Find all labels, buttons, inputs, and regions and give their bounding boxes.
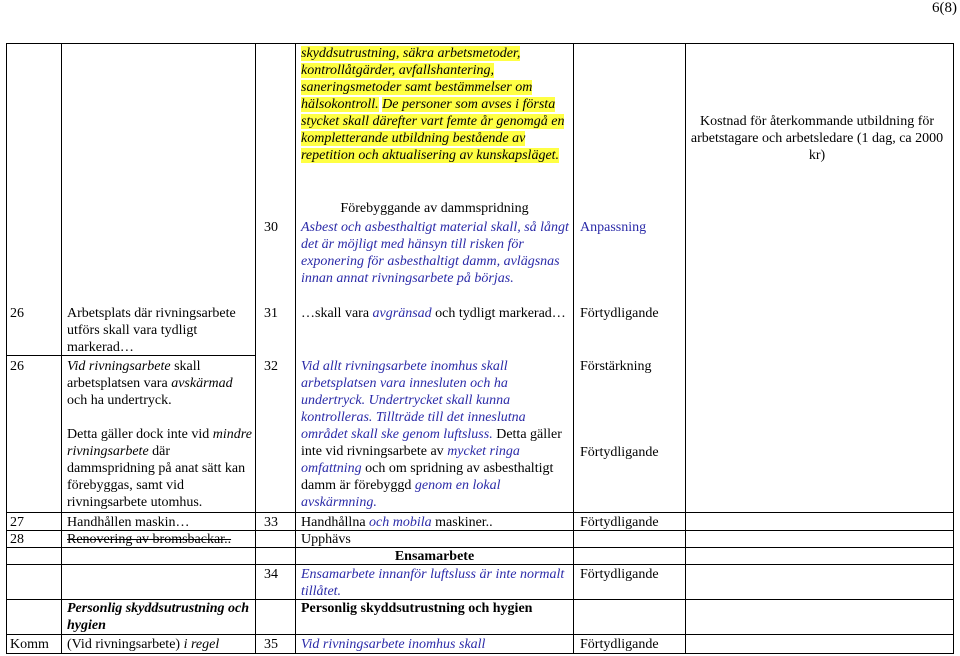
r26a-old: Arbetsplats där rivningsarbete utförs skall vara tydligt markerad… bbox=[67, 306, 236, 355]
r31-change: Förtydligande bbox=[580, 306, 659, 321]
r34-change: Förtydligande bbox=[580, 567, 659, 582]
top-block-p1: skyddsutrustning, säkra arbetsmetoder, kontrollåtgärder, avfallshantering, saneringsmetoder samt bestämmelser om hälsokontroll. bbox=[301, 46, 533, 112]
r30-change: Anpassning bbox=[580, 220, 647, 235]
r26b-num: 26 bbox=[10, 359, 24, 374]
r31-num: 31 bbox=[264, 306, 278, 321]
r26b-old: Vid rivningsarbete skall arbetsplatsen vara avskärmad och ha undertryck. Detta gäller dock inte vid mindre rivningsarbete där dammspridning på anat sätt kan förebyggas, samt vid rivningsarbete utomhus. bbox=[67, 359, 252, 510]
r30-text: Asbest och asbesthaltigt material skall, så långt det är möjligt med hänsyn till risken för exponering för asbesthaltigt damm, avlägsnas innan annat rivningsarbete på börjas. bbox=[301, 220, 569, 286]
r34-text: Ensamarbete innanför luftsluss är inte normalt tillåtet. bbox=[301, 567, 565, 599]
r26a-num: 26 bbox=[10, 306, 24, 321]
r35-old-num: Komm bbox=[10, 637, 49, 652]
r35-old: (Vid rivningsarbete) i regel bbox=[67, 637, 220, 652]
heading-ppe-old: Personlig skyddsutrustning och hygien bbox=[67, 601, 250, 633]
r34-num: 34 bbox=[264, 567, 278, 582]
r27-num: 27 bbox=[10, 515, 24, 530]
page-number: 6(8) bbox=[932, 0, 957, 16]
r27-old: Handhållen maskin… bbox=[67, 515, 190, 530]
r28-num: 28 bbox=[10, 532, 24, 547]
top-block-p2: De personer som avses i första stycket skall därefter vart femte år genomgå en kompletterande utbildning bestående av repetition och aktualisering av kunskapsläget. bbox=[301, 97, 565, 163]
heading-dust: Förebyggande av dammspridning bbox=[340, 201, 529, 216]
r35-change: Förtydligande bbox=[580, 637, 659, 652]
top-block bbox=[301, 45, 569, 164]
r32-text: Vid allt rivningsarbete inomhus skall arbetsplatsen vara innesluten och ha undertryck. Undertrycket skall kunna kontrolleras. Tillträde till det inneslutna området skall ske genom luftsluss. Detta gäller inte vid rivningsarbete av mycket ringa omfattning och om spridning av asbesthaltigt damm är förebyggd genom en lokal avskärmning. bbox=[301, 359, 562, 510]
heading-alone: Ensamarbete bbox=[394, 549, 475, 564]
r28-old: Renovering av bromsbackar.. bbox=[67, 532, 232, 547]
r35-num: 35 bbox=[264, 637, 278, 652]
r28-new: Upphävs bbox=[301, 532, 351, 547]
r27-change: Förtydligande bbox=[580, 515, 659, 530]
r32-change-1: Förstärkning bbox=[580, 359, 652, 374]
r32-change-2: Förtydligande bbox=[580, 445, 659, 460]
heading-ppe-new: Personlig skyddsutrustning och hygien bbox=[301, 601, 533, 616]
cost-note: Kostnad för återkommande utbildning för arbetstagare och arbetsledare (1 dag, ca 2000 kr) bbox=[690, 114, 944, 163]
r32-num: 32 bbox=[264, 359, 278, 374]
r35-text: Vid rivningsarbete inomhus skall bbox=[301, 637, 486, 652]
r33-text: Handhållna och mobila maskiner.. bbox=[301, 515, 493, 530]
r33-num: 33 bbox=[264, 515, 278, 530]
r30-num: 30 bbox=[264, 220, 278, 235]
r31-text: …skall vara avgränsad och tydligt markerad… bbox=[301, 306, 566, 321]
